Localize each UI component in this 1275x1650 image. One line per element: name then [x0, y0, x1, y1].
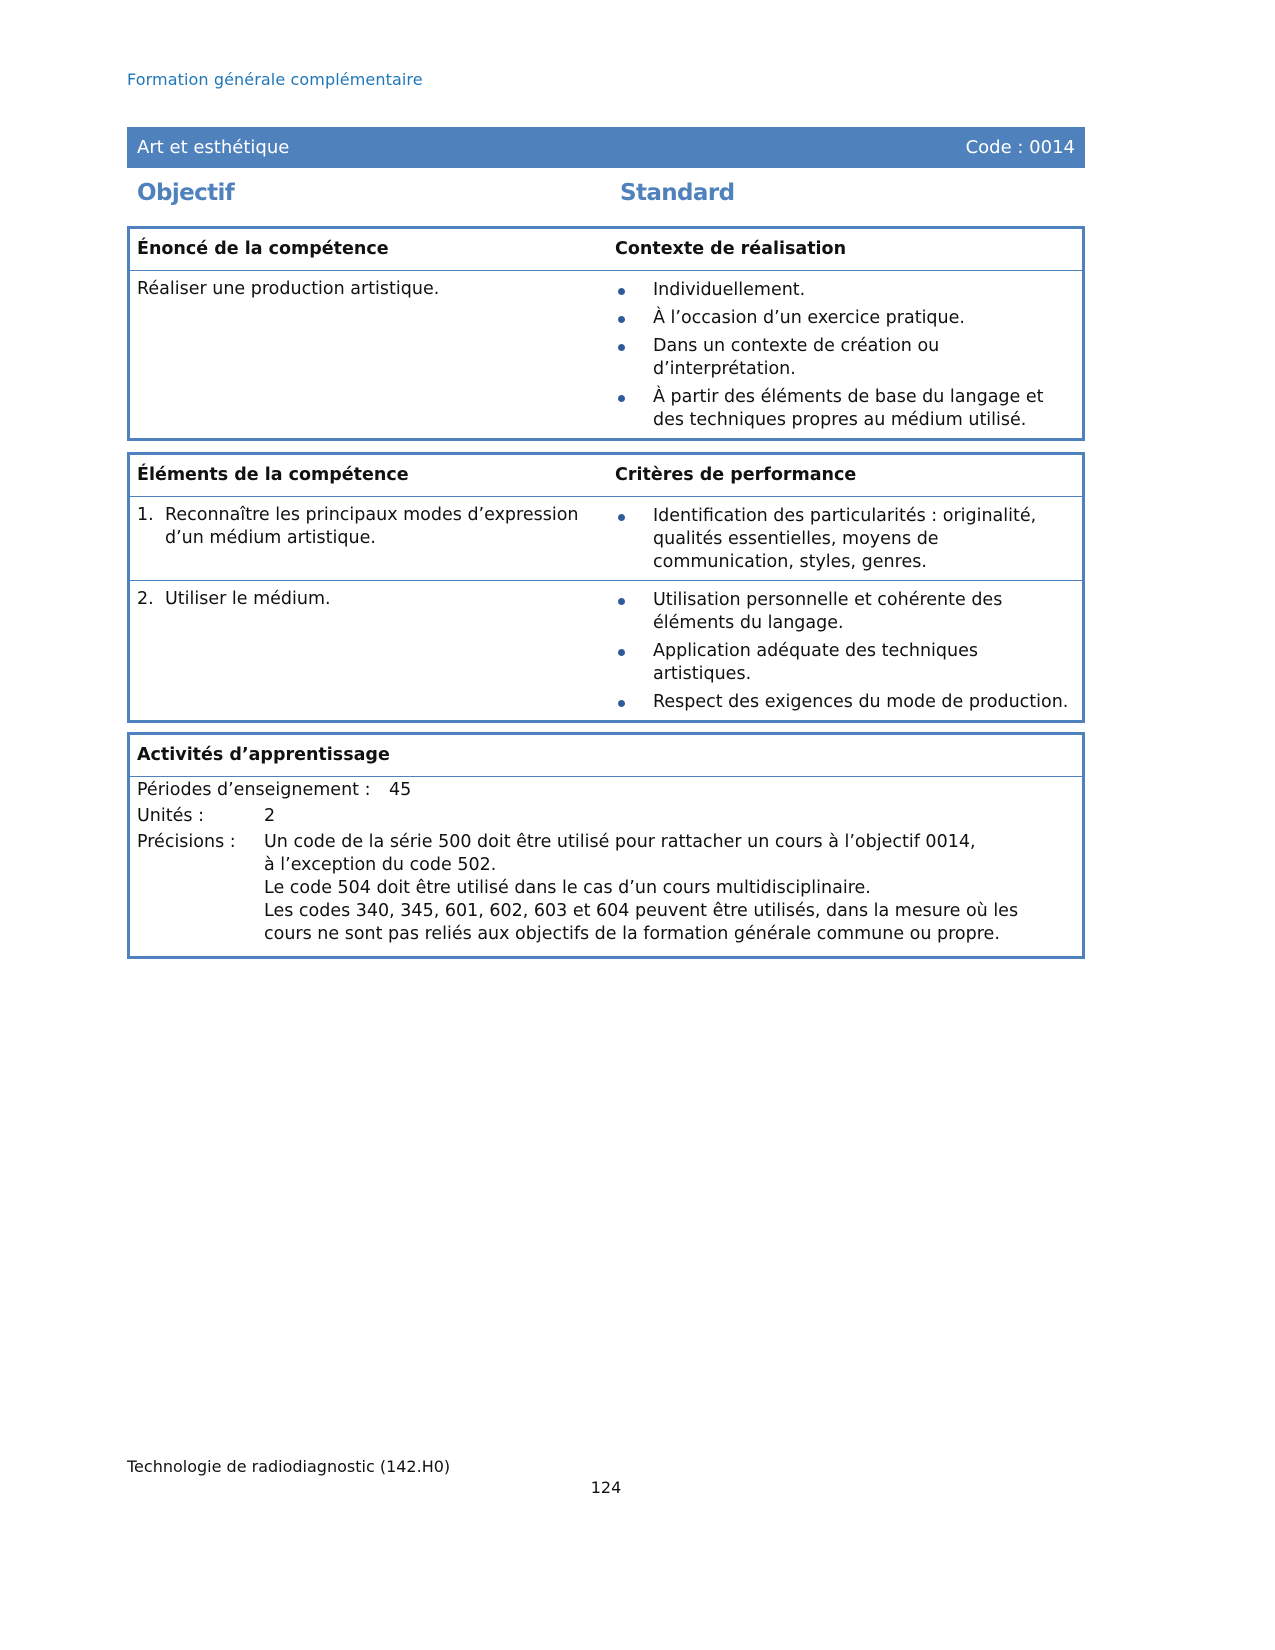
element-number: 2. — [137, 589, 154, 609]
criteria-list — [615, 505, 1074, 574]
elements-table — [127, 452, 1085, 723]
standard-heading: Standard — [620, 180, 735, 206]
periods-label: Périodes d’enseignement : — [137, 780, 371, 800]
bullet-icon — [618, 649, 625, 656]
competency-table — [127, 226, 1085, 441]
precisions-label: Précisions : — [137, 832, 236, 852]
precision-text: Un code de la série 500 doit être utilisé pour rattacher un cours à l’objectif 0014, à l’exception du code 502. — [264, 832, 976, 875]
running-head: Formation générale complémentaire — [127, 70, 423, 89]
units-value: 2 — [264, 806, 276, 826]
objective-heading: Objectif — [137, 180, 235, 206]
list-item: À partir des éléments de base du langage et des techniques propres au médium utilisé. — [615, 386, 1074, 432]
list-item: Dans un contexte de création ou d’interprétation. — [615, 335, 1074, 381]
element-number: 1. — [137, 505, 154, 525]
competency-table-row — [130, 271, 1082, 438]
units-label: Unités : — [137, 806, 204, 826]
context-list — [615, 279, 1074, 432]
periods-row — [137, 779, 1074, 802]
competency-statement: Réaliser une production artistique. — [137, 279, 440, 299]
footer-program: Technologie de radiodiagnostic (142.H0) — [127, 1457, 451, 1476]
list-item: À l’occasion d’un exercice pratique. — [615, 307, 1074, 330]
bullet-icon — [618, 395, 625, 402]
precision-text: Les codes 340, 345, 601, 602, 603 et 604 peuvent être utilisés, dans la mesure où les cours ne sont pas reliés aux objectifs de la formation générale commune ou propre. — [264, 901, 1019, 944]
learning-activities-box — [127, 732, 1085, 959]
table-row — [130, 581, 1082, 720]
table-row — [130, 497, 1082, 581]
section-heads — [127, 180, 1085, 214]
bullet-icon — [618, 700, 625, 707]
bullet-icon — [618, 598, 625, 605]
element-item — [137, 588, 599, 611]
context-header: Contexte de réalisation — [615, 239, 847, 259]
learning-activities-body — [130, 777, 1082, 956]
list-item: Individuellement. — [615, 279, 1074, 302]
list-item: Application adéquate des techniques artistiques. — [615, 640, 1074, 686]
page-number: 124 — [590, 1478, 622, 1497]
learning-activities-header-row — [130, 735, 1082, 777]
precision-text: Le code 504 doit être utilisé dans le cas d’un cours multidisciplinaire. — [264, 878, 871, 898]
bullet-icon — [618, 288, 625, 295]
title-bar — [127, 127, 1085, 168]
element-text: Utiliser le médium. — [165, 589, 331, 609]
list-item: Identification des particularités : originalité, qualités essentielles, moyens de communication, styles, genres. — [615, 505, 1074, 574]
element-item — [137, 504, 599, 550]
elements-table-header — [130, 455, 1082, 497]
element-text: Reconnaître les principaux modes d’expression d’un médium artistique. — [165, 505, 579, 548]
criteria-list — [615, 589, 1074, 714]
bullet-icon — [618, 344, 625, 351]
precisions-row — [137, 831, 1074, 946]
units-row — [137, 805, 1074, 828]
list-item: Utilisation personnelle et cohérente des éléments du langage. — [615, 589, 1074, 635]
elements-header: Éléments de la compétence — [137, 465, 409, 485]
periods-value: 45 — [389, 780, 412, 800]
course-code: Code : 0014 — [965, 137, 1075, 158]
list-item: Respect des exigences du mode de production. — [615, 691, 1074, 714]
learning-activities-header: Activités d’apprentissage — [137, 745, 390, 765]
course-title: Art et esthétique — [137, 137, 290, 158]
criteria-header: Critères de performance — [615, 465, 857, 485]
statement-header: Énoncé de la compétence — [137, 239, 389, 259]
bullet-icon — [618, 514, 625, 521]
competency-table-header — [130, 229, 1082, 271]
bullet-icon — [618, 316, 625, 323]
